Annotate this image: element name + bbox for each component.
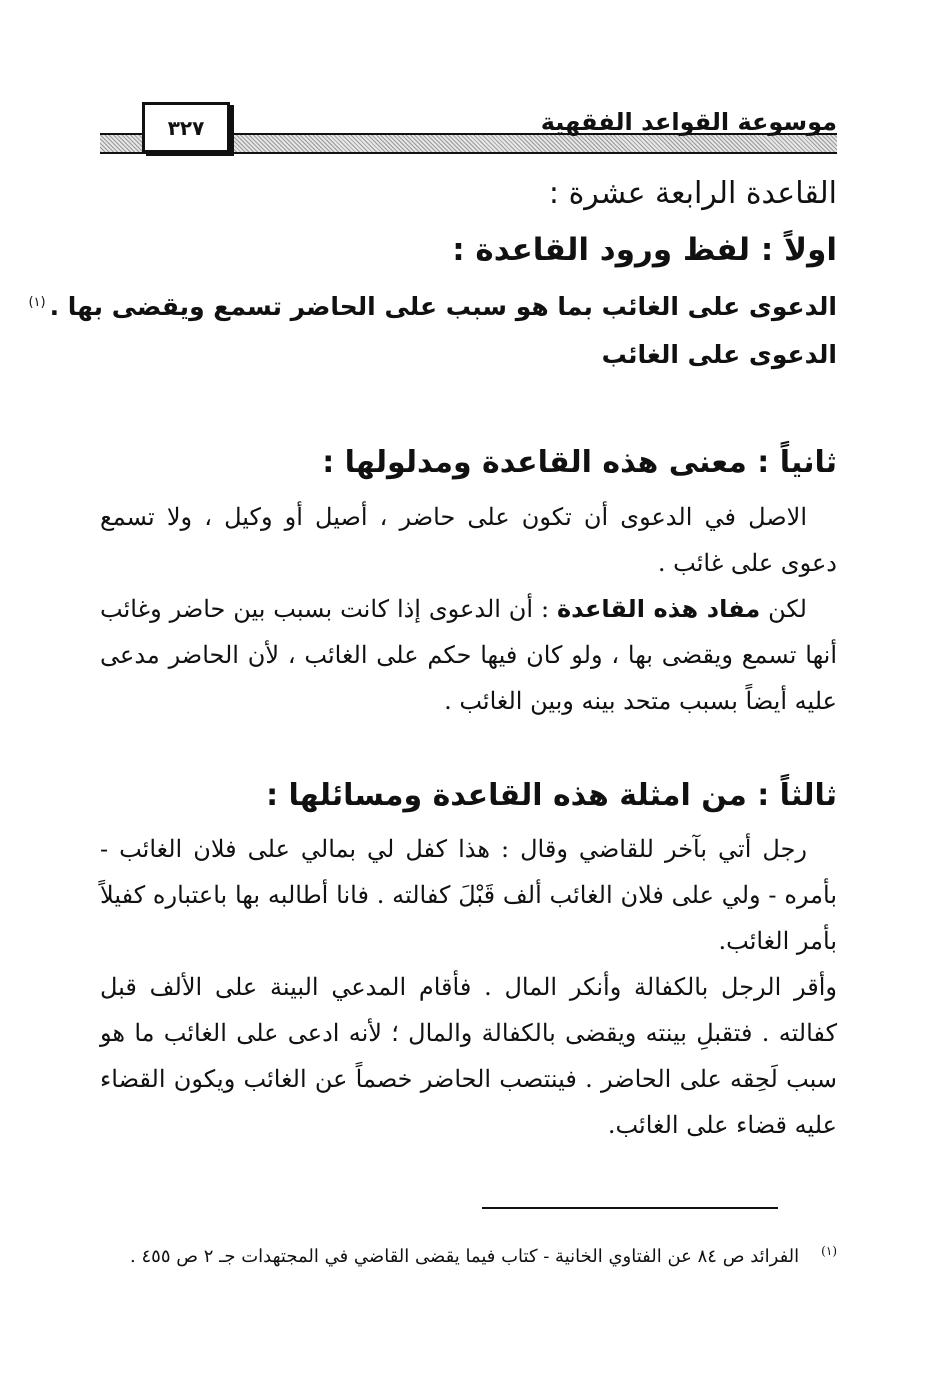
rule-statement <box>28 292 837 321</box>
footnote <box>100 1232 837 1276</box>
rule-title: القاعدة الرابعة عشرة : <box>548 176 837 211</box>
footnote-separator <box>482 1207 778 1209</box>
paragraph-meaning-2-text: : أن الدعوى إذا كانت بسبب بين حاضر وغائب أنها تسمع ويقضى بها ، ولو كان فيها حكم على الغائب ، لأن الحاضر مدعى عليه أيضاً بسبب متحد بينه وبين الغائب . <box>100 595 837 715</box>
rule-statement-text: الدعوى على الغائب بما هو سبب على الحاضر تسمع ويقضى بها . <box>49 292 837 321</box>
paragraph-meaning-1 <box>100 494 837 586</box>
section-heading-examples: ثالثاً : من امثلة هذه القاعدة ومسائلها : <box>266 778 837 813</box>
running-header-title: موسوعة القواعد الفقهية <box>540 108 837 136</box>
page-number-text: ٣٢٧ <box>167 115 205 140</box>
footnote-reference[interactable]: (١) <box>28 294 46 310</box>
paragraph-meaning-1-text: الاصل في الدعوى أن تكون على حاضر ، أصيل أو وكيل ، ولا تسمع دعوى على غائب . <box>100 503 837 577</box>
footnote-text: الفرائد ص ٨٤ عن الفتاوي الخانية - كتاب فيما يقضى القاضي في المجتهدات جـ ٢ ص ٤٥٥ . <box>130 1246 800 1267</box>
page-number <box>142 102 230 153</box>
paragraph-meaning-2-prefix: لكن <box>768 595 807 623</box>
paragraph-example-1 <box>100 826 837 964</box>
footnote-number: (١) <box>821 1244 837 1258</box>
emphasized-term: مفاد هذه القاعدة <box>556 595 761 623</box>
paragraph-example-2 <box>100 964 837 1148</box>
section-heading-meaning: ثانياً : معنى هذه القاعدة ومدلولها : <box>322 445 837 480</box>
paragraph-example-2-text: وأقر الرجل بالكفالة وأنكر المال . فأقام المدعي البينة على الألف قبل كفالته . فتقبلِ بينته ويقضى بالكفالة والمال ؛ لأنه ادعى على الغائب ما هو سبب لَحِقه على الحاضر . فينتصب الحاضر خصماً عن الغائب ويكون القضاء عليه قضاء على الغائب. <box>100 973 837 1139</box>
paragraph-example-1-text: رجل أتي بآخر للقاضي وقال : هذا كفل لي بمالي على فلان الغائب - بأمره - ولي على فلان الغائب ألف قَبْلَ كفالته . فانا أطالبه بها باعتباره كفيلاً بأمر الغائب. <box>100 835 837 955</box>
rule-short-form: الدعوى على الغائب <box>601 340 837 369</box>
section-heading-wording: اولاً : لفظ ورود القاعدة : <box>452 232 837 268</box>
paragraph-meaning-2 <box>100 586 837 724</box>
